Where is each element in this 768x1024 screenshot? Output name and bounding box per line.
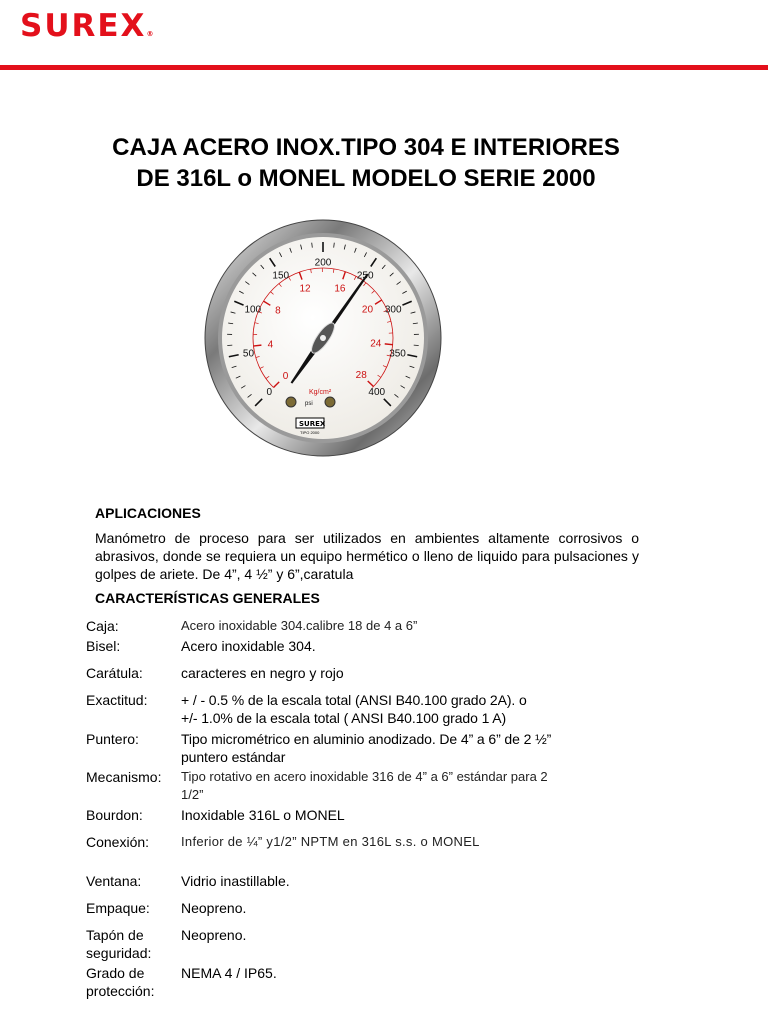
kg-label: 24 xyxy=(370,338,382,350)
spec-value-caratula: caracteres en negro y rojo xyxy=(181,665,344,681)
psi-label: 250 xyxy=(356,270,374,282)
psi-label: 50 xyxy=(242,348,255,360)
pressure-gauge-image xyxy=(203,218,443,458)
spec-label-caratula: Carátula: xyxy=(86,665,143,681)
gauge-brand: SUREX xyxy=(299,420,326,428)
spec-value-puntero-line-1: Tipo micrométrico en aluminio anodizado. De 4” a 6” de 2 ½” xyxy=(181,731,552,747)
spec-label-tapon-line-2: seguridad: xyxy=(86,945,152,961)
kg-label: 8 xyxy=(275,305,281,317)
spec-label-tapon-line-1: Tapón de xyxy=(86,927,144,943)
spec-label-bisel: Bisel: xyxy=(86,638,121,654)
spec-label-conexion: Conexión: xyxy=(86,834,150,850)
spec-value-exactitud-line-1: + / - 0.5 % de la escala total (ANSI B40.100 grado 2A). o xyxy=(181,692,527,708)
gauge-unit-psi: psi xyxy=(305,401,313,407)
registered-mark: ® xyxy=(146,30,154,38)
spec-value-mecanismo-line-1: Tipo rotativo en acero inoxidable 316 de 4” a 6” estándar para 2 xyxy=(181,769,548,784)
gauge-unit-kg: Kg/cm² xyxy=(309,389,332,396)
spec-value-ventana: Vidrio inastillable. xyxy=(181,873,290,889)
kg-label: 16 xyxy=(334,283,346,295)
spec-label-caja: Caja: xyxy=(86,618,119,634)
title-line-1: CAJA ACERO INOX.TIPO 304 E INTERIORES xyxy=(112,134,620,161)
spec-value-puntero xyxy=(181,730,601,766)
gauge-model: TIPO 2000 xyxy=(300,430,320,435)
spec-label-exactitud: Exactitud: xyxy=(86,692,148,708)
kg-label: 28 xyxy=(355,370,367,382)
spec-value-bourdon: Inoxidable 316L o MONEL xyxy=(181,807,345,823)
psi-label: 400 xyxy=(368,387,386,399)
kg-tick xyxy=(385,344,393,345)
spec-label-mecanismo: Mecanismo: xyxy=(86,769,162,785)
applications-heading: APLICACIONES xyxy=(95,505,201,521)
psi-label: 300 xyxy=(384,304,402,316)
kg-label: 4 xyxy=(267,339,274,351)
spec-label-bourdon: Bourdon: xyxy=(86,807,143,823)
spec-value-grado: NEMA 4 / IP65. xyxy=(181,965,277,981)
spec-value-exactitud-line-2: +/- 1.0% de la escala total ( ANSI B40.100 grado 1 A) xyxy=(181,710,507,726)
spec-label-puntero: Puntero: xyxy=(86,731,139,747)
psi-label: 0 xyxy=(266,387,273,399)
spec-label-grado-line-2: protección: xyxy=(86,983,155,999)
spec-value-puntero-line-2: puntero estándar xyxy=(181,749,286,765)
header-rule xyxy=(0,65,768,70)
title-line-2: DE 316L o MONEL MODELO SERIE 2000 xyxy=(136,165,596,192)
spec-label-grado xyxy=(86,964,154,1000)
spec-label-empaque: Empaque: xyxy=(86,900,150,916)
gauge-screw-left xyxy=(286,397,296,407)
spec-value-tapon: Neopreno. xyxy=(181,927,247,943)
spec-value-empaque: Neopreno. xyxy=(181,900,247,916)
logo-text: SUREX xyxy=(20,8,147,44)
general-heading: CARACTERÍSTICAS GENERALES xyxy=(95,590,320,606)
kg-label: 0 xyxy=(282,370,289,382)
spec-value-exactitud xyxy=(181,691,601,727)
psi-label: 100 xyxy=(244,304,262,316)
spec-value-mecanismo-line-2: 1/2” xyxy=(181,787,204,802)
psi-label: 200 xyxy=(314,257,332,269)
psi-label: 150 xyxy=(272,270,290,282)
spec-label-tapon xyxy=(86,926,151,962)
spec-value-bisel: Acero inoxidable 304. xyxy=(181,638,316,654)
spec-value-caja: Acero inoxidable 304.calibre 18 de 4 a 6” xyxy=(181,618,418,633)
spec-label-ventana: Ventana: xyxy=(86,873,142,889)
gauge-screw-right xyxy=(325,397,335,407)
page-title xyxy=(0,132,732,194)
spec-value-mecanismo xyxy=(181,768,601,804)
spec-label-grado-line-1: Grado de xyxy=(86,965,145,981)
kg-label: 12 xyxy=(299,283,311,295)
applications-text: Manómetro de proceso para ser utilizados en ambientes altamente corrosivos o abrasivos, donde se requiera un equipo hermético o lleno de liquido para pulsaciones y golpes de ariete. De 4”, 4 ½” y 6”,caratula xyxy=(95,530,639,582)
kg-tick xyxy=(253,345,261,346)
surex-logo xyxy=(20,8,153,44)
kg-label: 20 xyxy=(361,304,374,316)
spec-value-conexion: Inferior de ¼” y1/2” NPTM en 316L s.s. o MONEL xyxy=(181,834,480,849)
psi-label: 350 xyxy=(389,348,406,360)
